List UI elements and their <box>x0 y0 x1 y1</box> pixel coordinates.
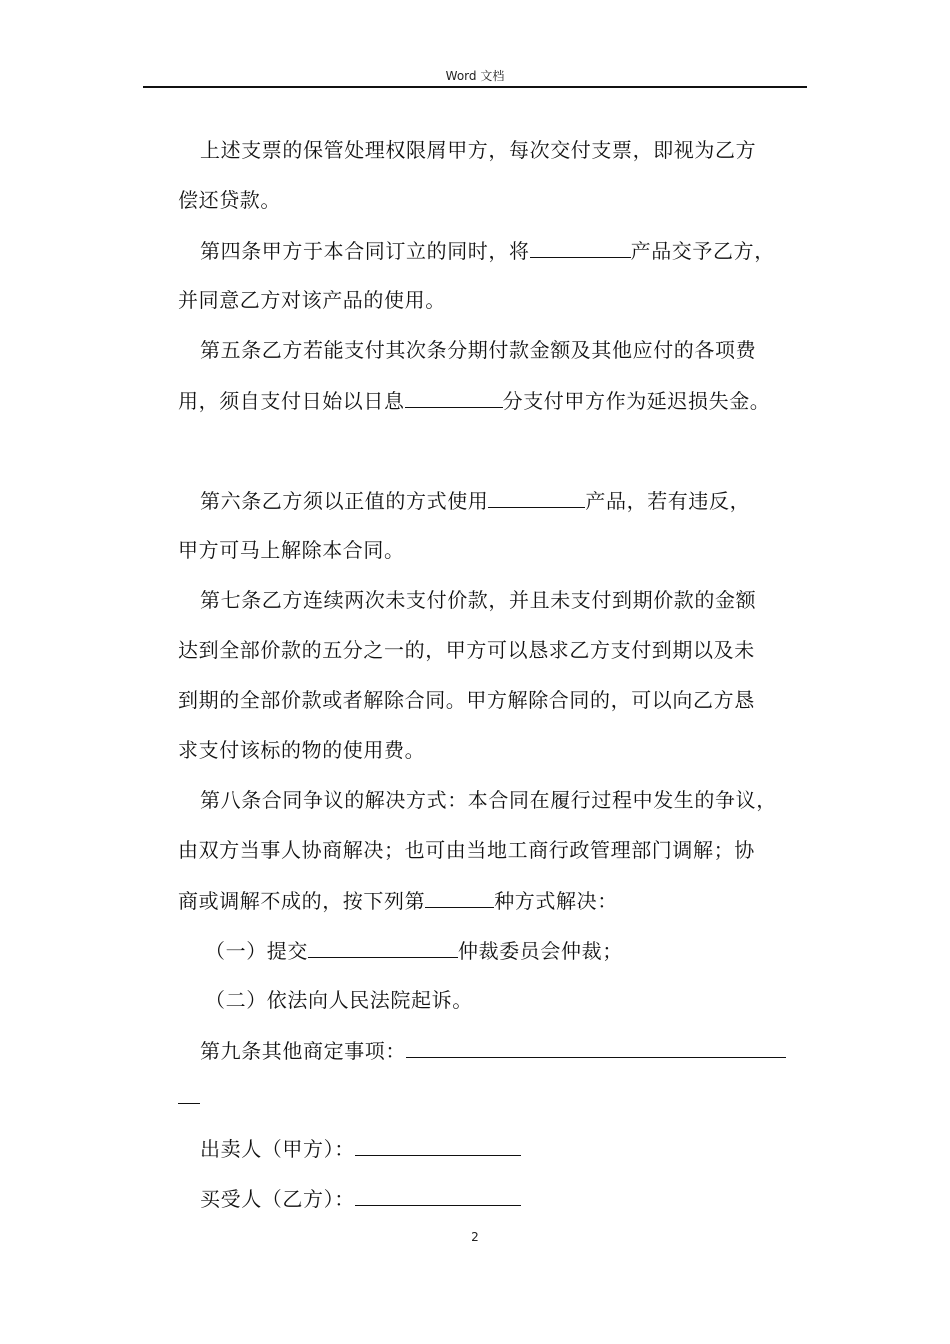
buyer-label: 买受人（乙方）： <box>200 1187 355 1211</box>
paragraph-line: 第五条乙方若能支付其次条分期付款金额及其他应付的各项费 <box>200 338 757 362</box>
page-number: 2 <box>471 1230 479 1244</box>
page-header: Word 文档 <box>445 69 505 83</box>
continuation-line <box>178 1083 200 1110</box>
interest-blank <box>405 387 503 408</box>
clause-9-text: 第九条其他商定事项： <box>200 1039 406 1063</box>
paragraph-line: 上述支票的保管处理权限屑甲方，每次交付支票，即视为乙方 <box>200 138 757 162</box>
clause-8-text-a: 商或调解不成的，按下列第 <box>178 889 426 913</box>
product-usage-blank <box>488 487 585 508</box>
paragraph-line: 并同意乙方对该产品的使用。 <box>178 288 446 312</box>
paragraph-line: 到期的全部价款或者解除合同。甲方解除合同的，可以向乙方恳 <box>178 688 755 712</box>
clause-6-text-a: 第六条乙方须以正值的方式使用 <box>200 489 489 513</box>
clause-8-text-b: 种方式解决： <box>494 889 618 913</box>
clause-5-text-b: 分支付甲方作为延迟损失金。 <box>502 389 771 413</box>
seller-blank <box>355 1135 521 1156</box>
arbitration-blank <box>308 937 458 958</box>
paragraph-line: 由双方当事人协商解决；也可由当地工商行政管理部门调解；协 <box>178 838 755 862</box>
paragraph-line: 达到全部价款的五分之一的，甲方可以恳求乙方支付到期以及未 <box>178 638 755 662</box>
paragraph-line: 第八条合同争议的解决方式：本合同在履行过程中发生的争议， <box>200 788 777 812</box>
header-divider <box>143 86 807 88</box>
method-blank <box>425 887 494 908</box>
clause-4-text-b: 产品交予乙方， <box>630 239 775 263</box>
option-1-text-a: （一）提交 <box>205 939 308 963</box>
clause-4-text-a: 第四条甲方于本合同订立的同时，将 <box>200 239 530 263</box>
paragraph-line-4 <box>200 237 775 264</box>
clause-6-text-b: 产品，若有违反， <box>585 489 751 513</box>
paragraph-line-7 <box>200 487 750 514</box>
paragraph-line-16 <box>205 937 623 964</box>
other-matters-blank <box>406 1037 786 1058</box>
buyer-blank <box>355 1185 521 1206</box>
paragraph-line: 第七条乙方连续两次未支付价款，并且未支付到期价款的金额 <box>200 588 757 612</box>
paragraph-line-18 <box>200 1037 786 1064</box>
paragraph-line: 求支付该标的物的使用费。 <box>178 738 426 762</box>
paragraph-line: （二）依法向人民法院起诉。 <box>205 988 473 1012</box>
other-matters-blank-continued <box>178 1083 200 1104</box>
option-1-text-b: 仲裁委员会仲裁； <box>458 939 623 963</box>
paragraph-line: 偿还贷款。 <box>178 188 281 212</box>
buyer-signature-line <box>200 1185 521 1212</box>
paragraph-line-15 <box>178 887 618 914</box>
product-blank <box>530 237 631 258</box>
seller-label: 出卖人（甲方）： <box>200 1137 355 1161</box>
paragraph-line-6 <box>178 387 770 414</box>
clause-5-text-a: 用，须自支付日始以日息 <box>178 389 405 413</box>
paragraph-line: 甲方可马上解除本合同。 <box>178 538 405 562</box>
seller-signature-line <box>200 1135 521 1162</box>
